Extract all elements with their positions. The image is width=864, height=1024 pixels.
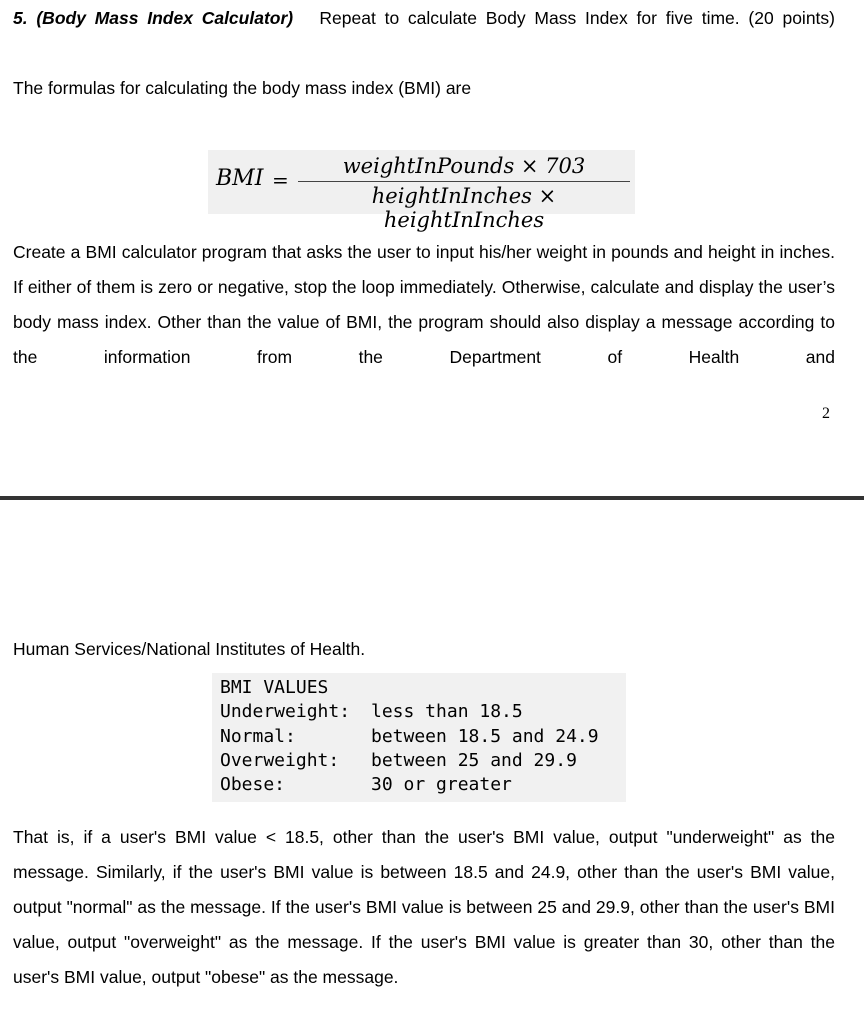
formula-equals: = — [272, 168, 289, 192]
continuation-text: Human Services/National Institutes of Health. — [13, 639, 366, 659]
bmi-formula — [208, 150, 635, 232]
formula-lhs: BMI — [216, 166, 264, 191]
task-description: Create a BMI calculator program that asks the user to input his/her weight in pounds and height in inches. If either of them is zero or negative, stop the loop immediately. Otherwise, calculate and display the user’s body mass index. Other than the value of BMI, the program should also display a message according to the information from the Department of Health and — [13, 242, 835, 367]
category-label: Normal: — [220, 726, 296, 747]
question-title: 5. (Body Mass Index Calculator) — [13, 8, 294, 28]
category-label: Underweight: — [220, 701, 351, 722]
output-rules: That is, if a user's BMI value < 18.5, other than the user's BMI value, output "underweight" as the message. Similarly, if the user's BMI value is between 18.5 and 24.9, other than the user's BMI value, output "normal" as the message. If the user's BMI value is between 25 and 29.9, other than the user's BMI value, output "overweight" as the message. If the user's BMI value is greater than 30, other than the user's BMI value, output "obese" as the message. — [13, 827, 835, 987]
range-value: less than 18.5 — [371, 701, 523, 722]
range-value: 30 or greater — [371, 774, 512, 795]
bmi-values-table — [212, 673, 626, 802]
page-number: 2 — [822, 405, 830, 422]
formula-numerator: weightInPounds × 703 — [342, 154, 586, 178]
question-instruction: Repeat to calculate Body Mass Index for five time. (20 points) — [319, 8, 835, 28]
table-heading: BMI VALUES — [220, 677, 329, 698]
formula-denominator: heightInInches × heightInInches — [371, 184, 557, 232]
category-label: Obese: — [220, 774, 286, 795]
question-header — [13, 1, 835, 36]
formula-intro: The formulas for calculating the body mass index (BMI) are — [13, 78, 472, 98]
page-break-divider — [0, 496, 864, 500]
category-label: Overweight: — [220, 750, 340, 771]
range-value: between 18.5 and 24.9 — [371, 726, 599, 747]
range-value: between 25 and 29.9 — [371, 750, 577, 771]
fraction-bar — [298, 181, 630, 182]
